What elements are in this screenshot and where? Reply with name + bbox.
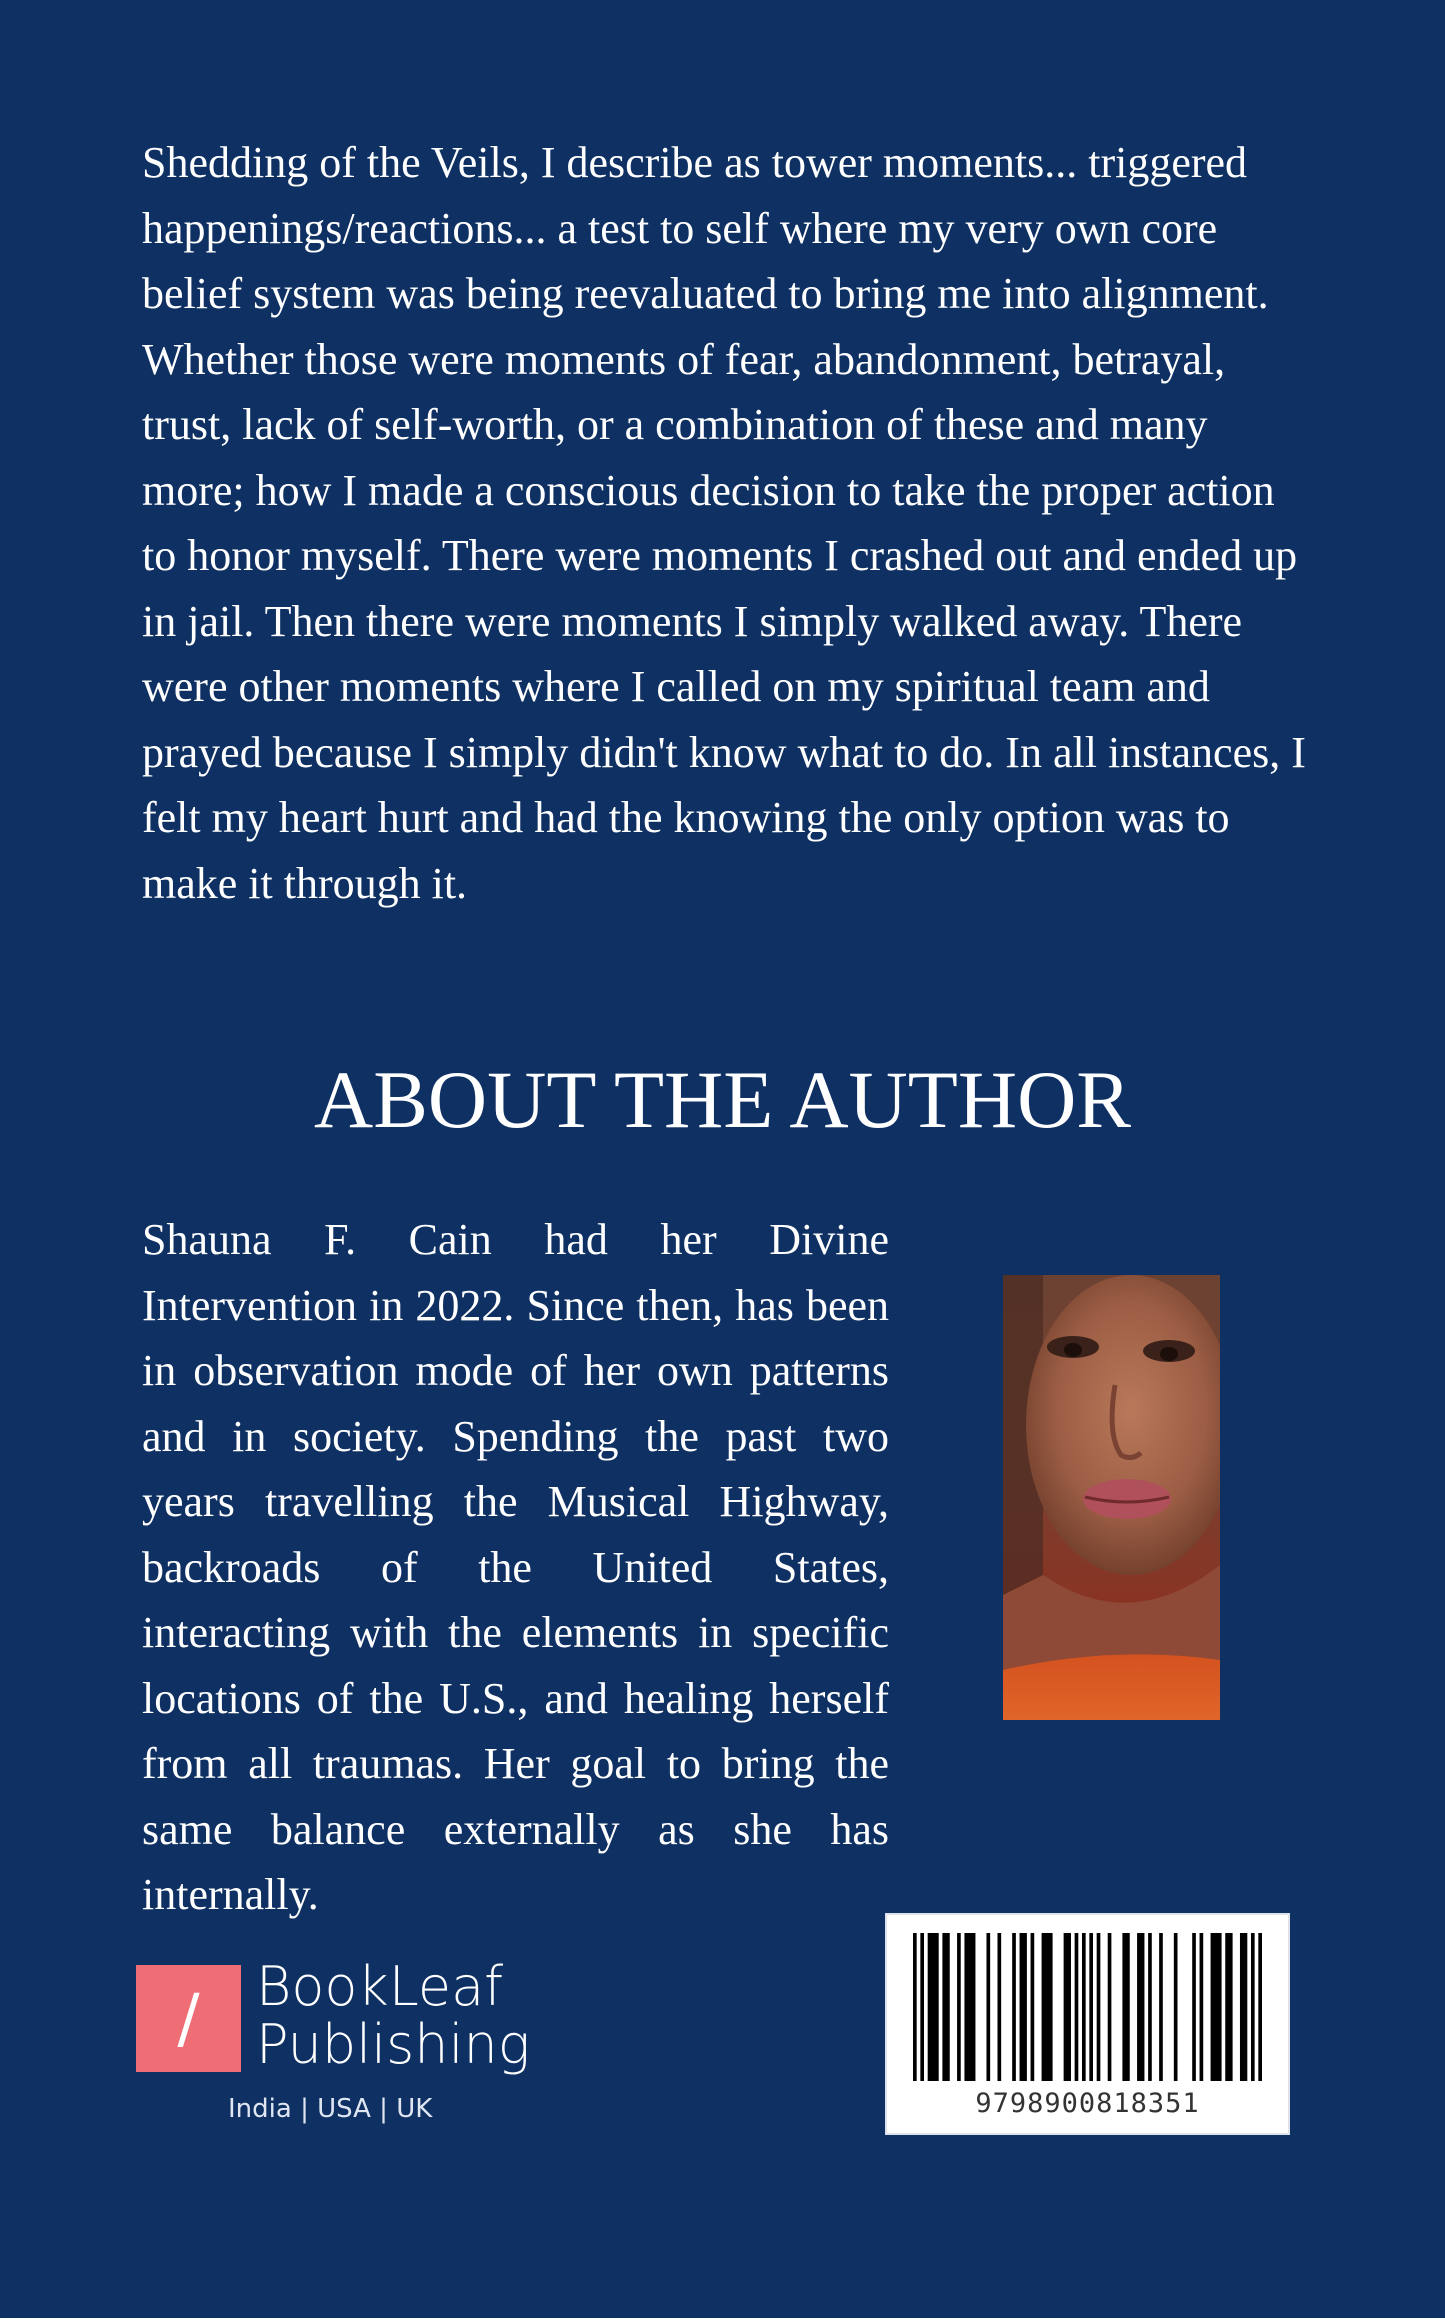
barcode-bar: [913, 1933, 917, 2081]
barcode-bar: [986, 1933, 990, 2081]
barcode-bar: [1148, 1933, 1152, 2081]
barcode-bar: [1258, 1933, 1262, 2081]
author-bio: Shauna F. Cain had her Divine Intervention in 2022. Since then, has been in observation mode of her own patterns and in society. Spending the past two years travelling the Musical Highway, backroads of the United States, interacting with the elements in specific locations of the U.S., and healing herself from all traumas. Her goal to bring the same balance externally as she has internally.: [142, 1215, 889, 1919]
barcode-bar: [1174, 1933, 1178, 2081]
barcode-bar: [942, 1933, 949, 2081]
barcode-bar: [928, 1933, 939, 2081]
publisher-regions: India | USA | UK: [228, 2094, 433, 2124]
author-photo: [1003, 1275, 1220, 1720]
barcode-bar: [1122, 1933, 1129, 2081]
barcode-bar: [1240, 1933, 1247, 2081]
barcode-bar: [1012, 1933, 1016, 2081]
barcode-bar: [964, 1933, 975, 2081]
barcode-bar: [920, 1933, 924, 2081]
barcode-bars: [913, 1933, 1262, 2081]
barcode-bar: [997, 1933, 1001, 2081]
publisher-name: [256, 1955, 531, 2076]
barcode-bar: [1082, 1933, 1086, 2081]
barcode-bar: [1251, 1933, 1255, 2081]
barcode-bar: [1075, 1933, 1079, 2081]
barcode-bar: [1211, 1933, 1222, 2081]
barcode-bar: [1108, 1933, 1112, 2081]
barcode-bar: [1225, 1933, 1232, 2081]
barcode-bar: [1137, 1933, 1144, 2081]
book-blurb: Shedding of the Veils, I describe as tower moments... triggered happenings/reactions... a test to self where my very own core belief system was being reevaluated to bring me into alignment. Whether those were moments of fear, abandonment, betrayal, trust, lack of self-worth, or a combination of these and many more; how I made a conscious decision to take the proper action to honor myself. There were moments I crashed out and ended up in jail. Then there were moments I simply walked away. There were other moments where I called on my spiritual team and prayed because I simply didn't know what to do. In all instances, I felt my heart hurt and had the knowing the only option was to make it through it.: [142, 138, 1306, 908]
publisher-name-line2: Publishing: [256, 2013, 531, 2076]
barcode-bar: [1192, 1933, 1196, 2081]
bookleaf-logo-mark: [136, 1965, 241, 2072]
barcode-bar: [1159, 1933, 1163, 2081]
publisher-name-line1: BookLeaf: [256, 1955, 504, 2018]
barcode-bar: [1064, 1933, 1071, 2081]
barcode-bar: [1042, 1933, 1053, 2081]
isbn-number: 9798900818351: [975, 2088, 1200, 2119]
barcode-bar: [957, 1933, 961, 2081]
barcode-bar: [1031, 1933, 1035, 2081]
barcode-bar: [1097, 1933, 1101, 2081]
isbn-barcode: [885, 1913, 1290, 2135]
slash-icon: /: [177, 1980, 200, 2057]
barcode-bar: [1200, 1933, 1204, 2081]
barcode-bar: [1020, 1933, 1027, 2081]
barcode-bar: [1089, 1933, 1093, 2081]
about-author-heading: ABOUT THE AUTHOR: [314, 1054, 1131, 1145]
